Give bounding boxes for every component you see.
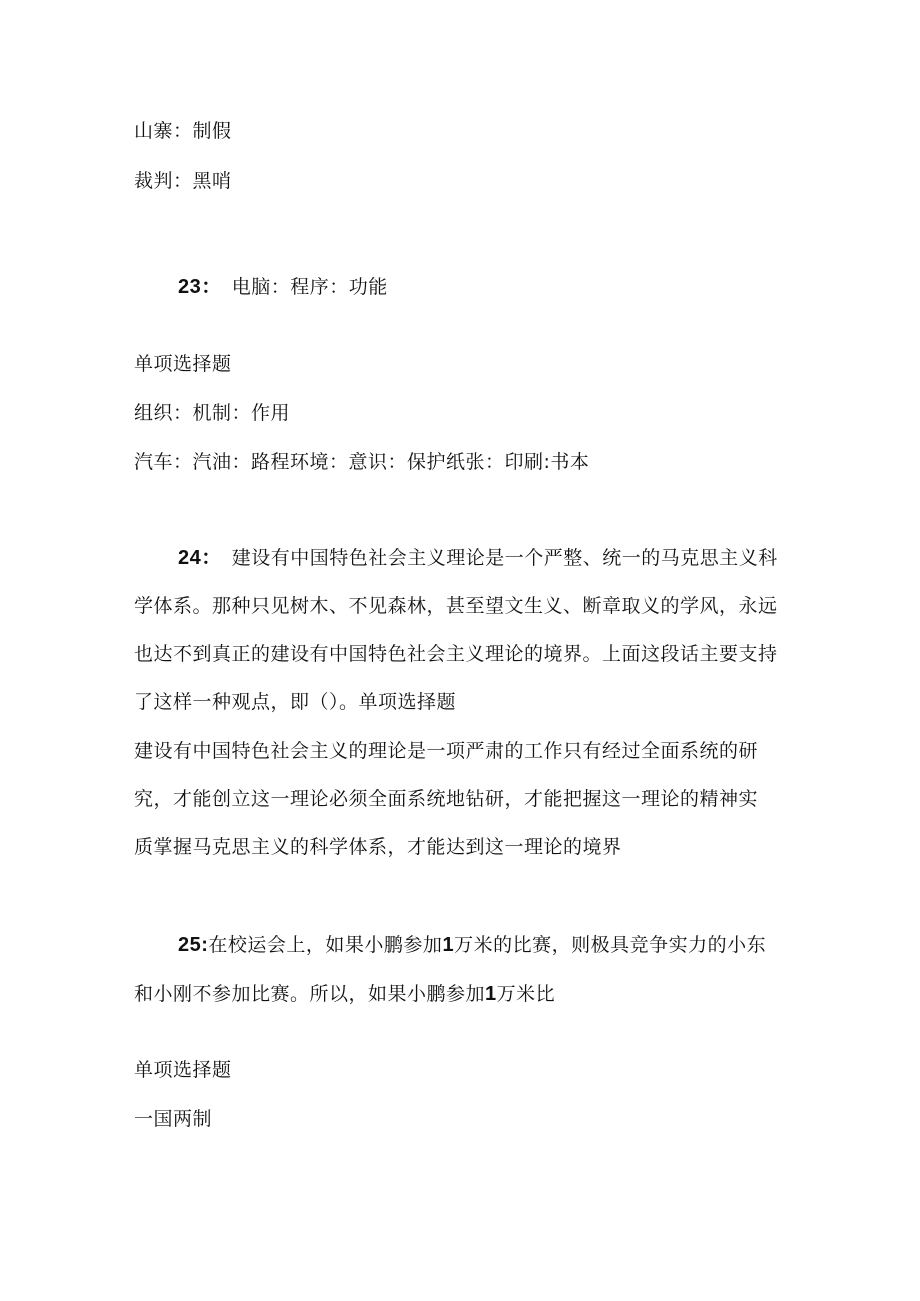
answer-line-1: 建设有中国特色社会主义的理论是一项严肃的工作只有经过全面系统的研 [134,740,759,762]
question-colon: : [201,934,209,956]
question-text: 万米比 [496,983,556,1005]
question-type: 单项选择题 [134,1059,232,1081]
question-text: 万米的比赛，则极具竞争实力的小东 [454,934,767,956]
question-text: 在校运会上，如果小鹏参加 [208,934,443,956]
option-line: 一国两制 [134,1108,213,1130]
question-number: 23 [178,276,202,298]
question-text: 和小刚不参加比赛。所以，如果小鹏参加 [134,983,486,1005]
question-text: 电脑：程序：功能 [231,276,388,298]
question-colon: ： [201,547,222,569]
option-line: 组织：机制：作用 [134,402,291,424]
question-type: 单项选择题 [134,353,232,375]
question-colon: ： [201,276,222,298]
answer-line-2: 究，才能创立这一理论必须全面系统地钻研，才能把握这一理论的精神实 [134,788,759,810]
inline-number: 1 [485,983,497,1005]
text-line: 山寨：制假 [134,120,232,142]
question-number: 25 [178,934,202,956]
question-number: 24 [178,547,202,569]
question-24-line-3: 也达不到真正的建设有中国特色社会主义理论的境界。上面这段话主要支持 [134,643,778,665]
question-24-line-2: 学体系。那种只见树木、不见森林，甚至望文生义、断章取义的学风，永远 [134,595,778,617]
inline-number: 1 [442,934,455,956]
question-24-line-1 [178,548,778,568]
question-25-line-2 [134,984,555,1004]
question-text: 建设有中国特色社会主义理论是一个严整、统一的马克思主义科 [231,547,778,569]
text-line: 裁判：黑哨 [134,170,232,192]
question-23-heading [178,277,388,297]
question-24-line-4: 了这样一种观点，即（）。单项选择题 [134,691,457,713]
answer-line-3: 质掌握马克思主义的科学体系，才能达到这一理论的境界 [134,836,622,858]
question-25-line-1 [178,935,766,955]
option-line: 汽车：汽油：路程环境：意识：保护纸张：印刷:书本 [134,451,590,473]
